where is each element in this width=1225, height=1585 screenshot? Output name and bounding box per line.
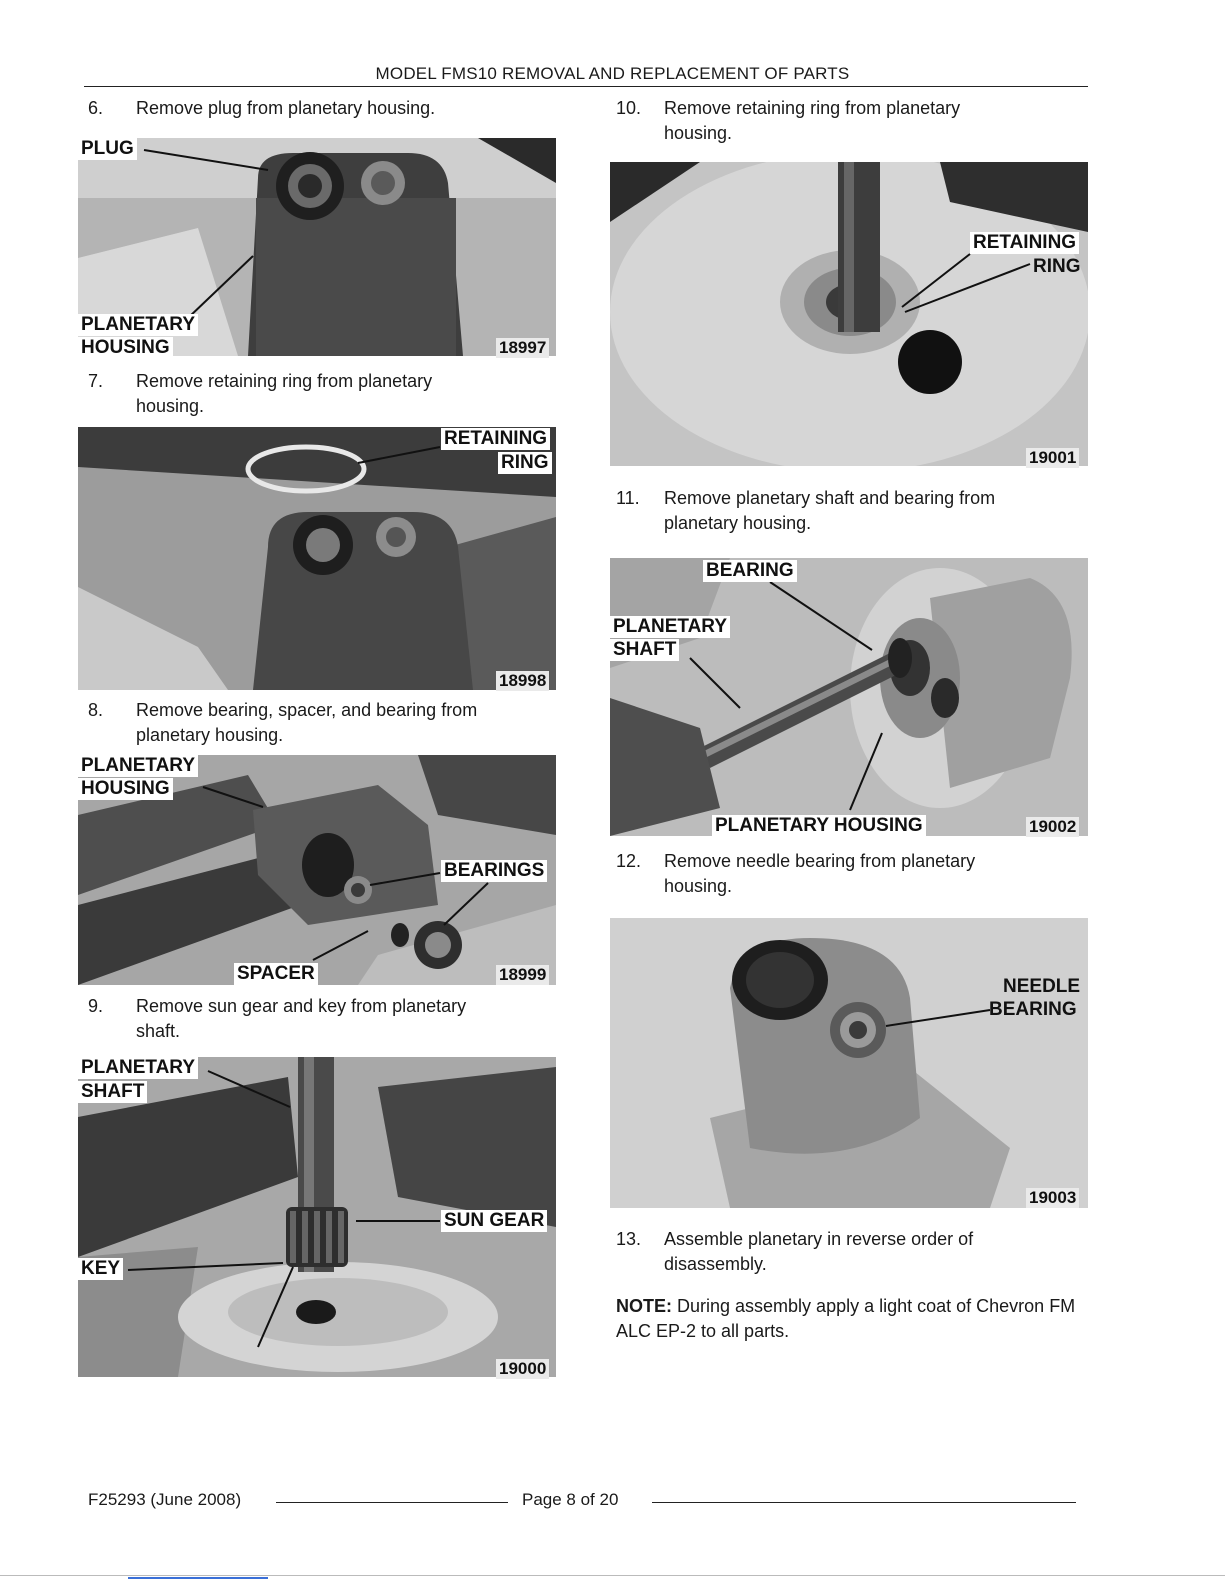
step-text-line-1: Remove sun gear and key from planetary: [136, 996, 467, 1016]
assembly-note: [616, 1294, 1086, 1344]
figure-19002-photo: [610, 558, 1088, 836]
label-key: KEY: [78, 1258, 123, 1280]
figure-number-18999: 18999: [496, 965, 549, 985]
planetary-shaft-bearing-illustration: [610, 558, 1088, 836]
figure-number-19001: 19001: [1026, 448, 1079, 468]
label-plug: PLUG: [78, 138, 137, 160]
label-planetary-shaft-1: PLANETARY: [78, 1057, 198, 1079]
footer-rule-right: [652, 1502, 1076, 1503]
label-planetary-housing-2: HOUSING: [78, 778, 173, 800]
step-text-line-2: shaft.: [136, 1021, 181, 1041]
label-planetary-shaft-2: SHAFT: [78, 1081, 147, 1103]
figure-number-18998: 18998: [496, 671, 549, 691]
label-planetary-housing-2: HOUSING: [78, 337, 173, 359]
step-number: 7.: [88, 371, 104, 391]
step-text-line-1: Remove retaining ring from planetary: [664, 98, 961, 118]
label-planetary-shaft-1: PLANETARY: [610, 616, 730, 638]
step-10: [616, 96, 1116, 148]
step-text-line-2: housing.: [664, 876, 733, 896]
figure-number-19003: 19003: [1026, 1188, 1079, 1208]
step-number: 8.: [88, 700, 104, 720]
label-planetary-housing-1: PLANETARY: [78, 755, 198, 777]
label-retaining-ring-1: RETAINING: [441, 428, 550, 450]
label-bearing: BEARING: [703, 560, 797, 582]
step-number: 13.: [616, 1229, 642, 1249]
header-rule: [84, 86, 1088, 87]
step-text-line-1: Remove bearing, spacer, and bearing from: [136, 700, 478, 720]
figure-number-19002: 19002: [1026, 817, 1079, 837]
step-7: [88, 369, 588, 421]
step-text-line-1: Remove planetary shaft and bearing from: [664, 488, 996, 508]
step-number: 6.: [88, 98, 104, 118]
step-11: [616, 486, 1116, 538]
step-8: [88, 698, 588, 750]
retaining-ring-illustration: [78, 427, 556, 690]
figure-number-19000: 19000: [496, 1359, 549, 1379]
label-retaining-ring-2: RING: [1033, 256, 1081, 277]
footer-document-id: F25293 (June 2008): [88, 1490, 242, 1509]
figure-19003-photo: [610, 918, 1088, 1208]
step-number: 9.: [88, 996, 104, 1016]
label-needle-bearing-1: NEEDLE: [1003, 976, 1081, 997]
label-planetary-housing-1: PLANETARY: [78, 314, 198, 336]
step-13: [616, 1227, 1116, 1279]
step-number: 10.: [616, 98, 642, 118]
footer-page-number: Page 8 of 20: [522, 1490, 619, 1509]
step-9: [88, 994, 588, 1046]
step-text: Remove plug from planetary housing.: [136, 98, 436, 118]
label-bearings: BEARINGS: [441, 860, 547, 882]
label-sun-gear: SUN GEAR: [441, 1210, 547, 1232]
step-12: [616, 849, 1116, 901]
label-retaining-ring-1: RETAINING: [970, 232, 1079, 254]
step-text-line-2: disassembly.: [664, 1254, 767, 1274]
note-label: NOTE:: [616, 1296, 672, 1316]
step-text-line-1: Assemble planetary in reverse order of: [664, 1229, 974, 1249]
step-6: [88, 96, 588, 122]
needle-bearing-illustration: [610, 918, 1088, 1208]
page-bottom-edge: [0, 1575, 1225, 1576]
figure-number-18997: 18997: [496, 338, 549, 358]
step-text-line-1: Remove retaining ring from planetary: [136, 371, 433, 391]
step-text-line-2: housing.: [136, 396, 205, 416]
footer-rule-left: [276, 1502, 508, 1503]
step-text-line-1: Remove needle bearing from planetary: [664, 851, 976, 871]
step-text-line-2: planetary housing.: [664, 513, 812, 533]
label-needle-bearing-2: BEARING: [989, 999, 1077, 1020]
step-text-line-2: housing.: [664, 123, 733, 143]
page-header-title: MODEL FMS10 REMOVAL AND REPLACEMENT OF PARTS: [375, 64, 850, 83]
label-planetary-housing: PLANETARY HOUSING: [712, 815, 926, 837]
page-bottom-link-underline: [128, 1577, 268, 1579]
label-retaining-ring-2: RING: [498, 452, 552, 474]
step-number: 12.: [616, 851, 642, 871]
note-text: During assembly apply a light coat of Chevron FM ALC EP-2 to all parts.: [616, 1296, 1076, 1341]
step-number: 11.: [616, 488, 640, 508]
label-planetary-shaft-2: SHAFT: [610, 639, 679, 661]
retaining-ring-pliers-illustration: [610, 162, 1088, 466]
figure-18998-photo: [78, 427, 556, 690]
step-text-line-2: planetary housing.: [136, 725, 284, 745]
label-spacer: SPACER: [234, 963, 318, 985]
figure-19001-photo: [610, 162, 1088, 466]
